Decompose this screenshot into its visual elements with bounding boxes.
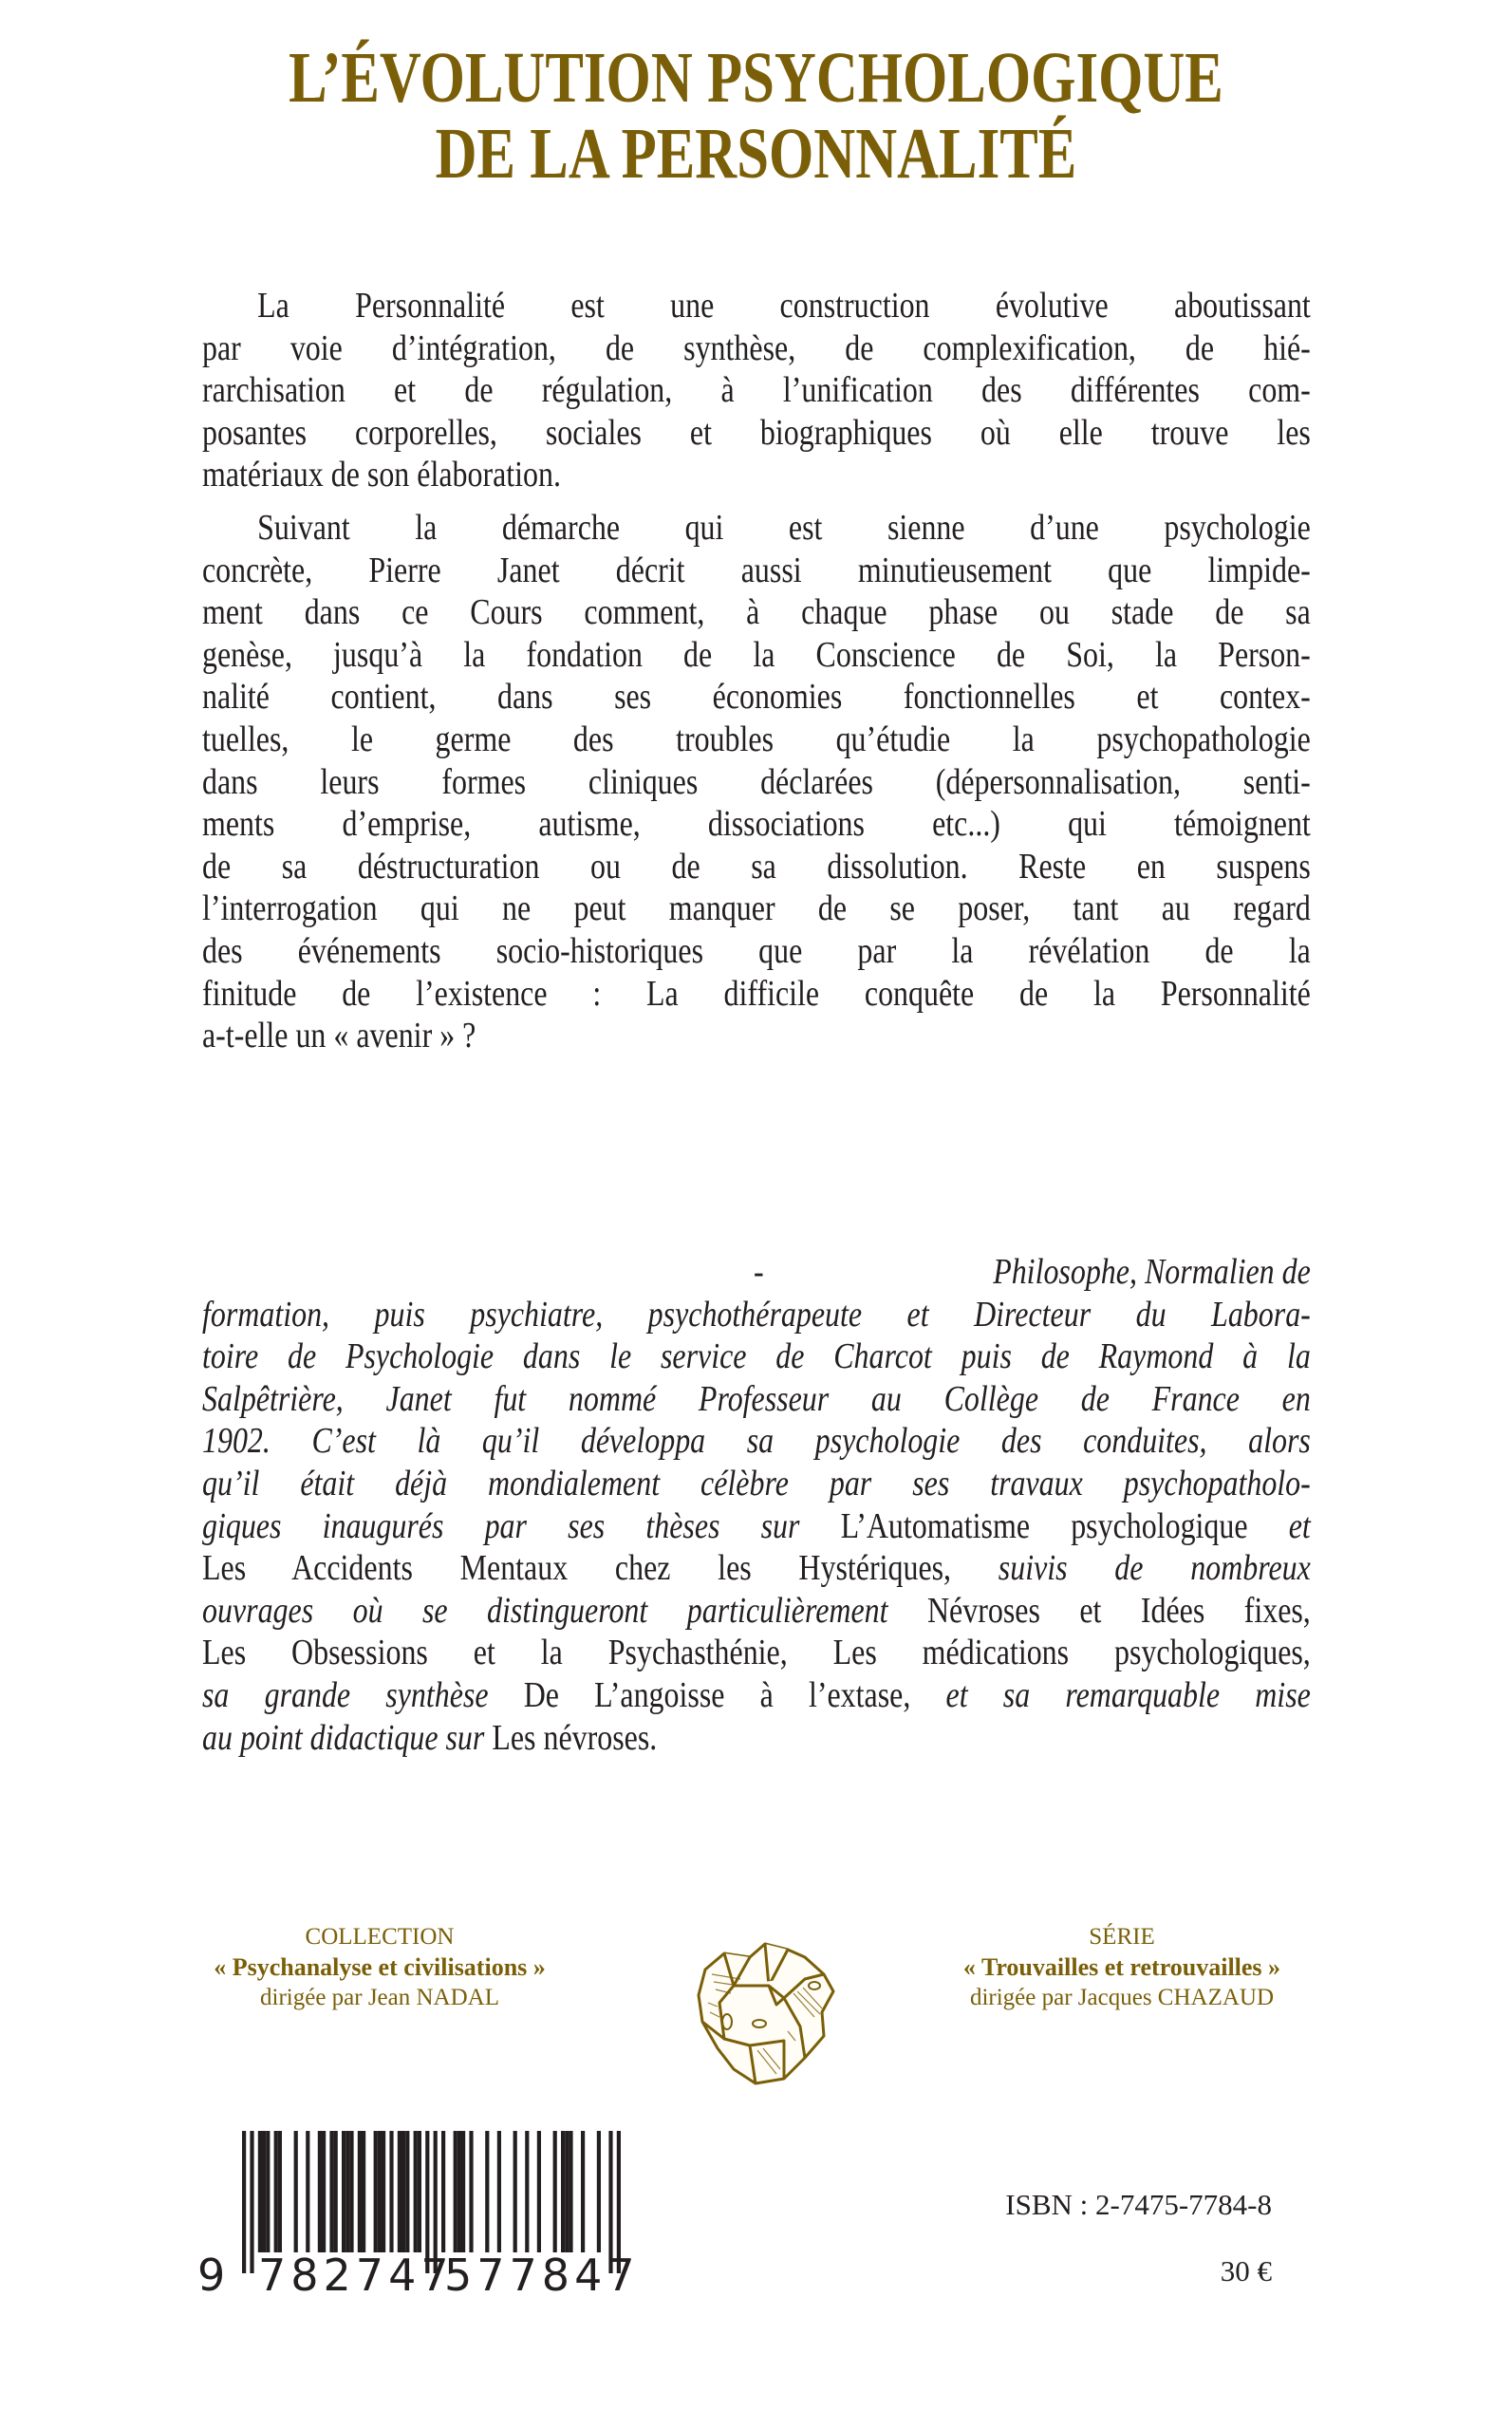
text-line: des événements socio-historiques que par la révélation de la bbox=[202, 930, 1311, 971]
svg-text:577847: 577847 bbox=[444, 2250, 640, 2301]
bio-line bbox=[202, 1590, 1311, 1633]
text-line: par voie d’intégration, de synthèse, de complexification, de hié- bbox=[202, 327, 1311, 368]
italic-text: Salpêtrière, Janet fut nommé Professeur au Collège de France en bbox=[202, 1378, 1311, 1419]
price: 30 € bbox=[1220, 2254, 1272, 2288]
serie-name: « Trouvailles et retrouvailles » bbox=[962, 1953, 1281, 1981]
text-line: dans leurs formes cliniques déclarées (dépersonnalisation, senti- bbox=[202, 761, 1311, 802]
bio-line bbox=[202, 1335, 1311, 1378]
collection-block bbox=[180, 1922, 579, 2013]
author-name-dash: - bbox=[754, 1252, 764, 1292]
summary-paragraph-2 bbox=[202, 507, 1311, 1057]
title-line-1: L’ÉVOLUTION PSYCHOLOGIQUE bbox=[289, 38, 1223, 118]
italic-text: qu’il était déjà mondialement célèbre par ses travaux psychopatholo- bbox=[202, 1463, 1311, 1503]
text-line: nalité contient, dans ses économies fonctionnelles et contex- bbox=[202, 677, 1311, 718]
text-line: de sa déstructuration ou de sa dissolution. Reste en suspens bbox=[202, 846, 1311, 887]
italic-text: giques inaugurés par ses thèses sur bbox=[202, 1505, 841, 1546]
publisher-logo-icon bbox=[681, 1927, 838, 2088]
bio-line bbox=[202, 1717, 1311, 1760]
svg-text:9: 9 bbox=[197, 2250, 231, 2301]
text-line: posantes corporelles, sociales et biographiques où elle trouve les bbox=[202, 412, 1311, 453]
bio-line bbox=[202, 1547, 1311, 1590]
serie-block bbox=[923, 1922, 1321, 2013]
ean-barcode bbox=[190, 2121, 645, 2302]
work-title: De L’angoisse à l’extase, bbox=[523, 1674, 946, 1715]
bio-line bbox=[202, 1632, 1311, 1674]
isbn: ISBN : 2-7475-7784-8 bbox=[1005, 2188, 1272, 2221]
serie-label: SÉRIE bbox=[1089, 1924, 1155, 1950]
text-line: genèse, jusqu’à la fondation de la Conscience de Soi, la Person- bbox=[202, 634, 1311, 675]
work-title: Névroses et Idées fixes, bbox=[926, 1590, 1311, 1631]
text-line: ment dans ce Cours comment, à chaque phase ou stade de sa bbox=[202, 592, 1311, 633]
collection-name: « Psychanalyse et civilisations » bbox=[214, 1953, 546, 1981]
collection-label: COLLECTION bbox=[305, 1924, 455, 1950]
italic-text: toire de Psychologie dans le service de Charcot puis de Raymond à la bbox=[202, 1336, 1311, 1377]
summary-paragraph-1 bbox=[202, 285, 1311, 496]
text-line: l’interrogation qui ne peut manquer de se poser, tant au regard bbox=[202, 888, 1311, 929]
italic-text: 1902. C’est là qu’il développa sa psychologie des conduites, alors bbox=[202, 1421, 1311, 1462]
work-title: Les Obsessions et la Psychasthénie, Les médications psychologiques, bbox=[202, 1633, 1311, 1673]
work-title: Les Accidents Mentaux chez les Hystériques, bbox=[202, 1548, 999, 1589]
italic-text: et sa remarquable mise bbox=[945, 1674, 1311, 1715]
text-line: a-t-elle un « avenir » ? bbox=[202, 1016, 476, 1056]
serie-director: dirigée par Jacques CHAZAUD bbox=[969, 1985, 1275, 2010]
bio-line bbox=[202, 1674, 1311, 1717]
book-title bbox=[151, 40, 1360, 192]
bio-line bbox=[202, 1294, 1311, 1336]
bio-line bbox=[202, 1505, 1311, 1548]
bio-line bbox=[202, 1378, 1311, 1421]
text-line: finitude de l’existence : La difficile conquête de la Personnalité bbox=[202, 973, 1311, 1014]
text-line: La Personnalité est une construction évolutive aboutissant bbox=[257, 286, 1311, 326]
text-line: rarchisation et de régulation, à l’unification des différentes com- bbox=[202, 370, 1311, 411]
text-line: tuelles, le germe des troubles qu’étudie la psychopathologie bbox=[202, 719, 1311, 759]
italic-text: ouvrages où se distingueront particulièrement bbox=[202, 1590, 927, 1631]
text-line: Suivant la démarche qui est sienne d’une psychologie bbox=[257, 508, 1311, 548]
work-title: Les névroses. bbox=[492, 1717, 658, 1758]
text-line: matériaux de son élaboration. bbox=[202, 455, 562, 495]
work-title: L’Automatisme psychologique bbox=[840, 1505, 1289, 1546]
text-line: ments d’emprise, autisme, dissociations etc...) qui témoignent bbox=[202, 804, 1311, 845]
italic-text: au point didactique sur bbox=[202, 1717, 493, 1758]
italic-text: sa grande synthèse bbox=[202, 1674, 524, 1715]
italic-text: suivis de nombreux bbox=[998, 1548, 1311, 1589]
author-bio bbox=[202, 1251, 1311, 1759]
italic-text: et bbox=[1288, 1505, 1311, 1546]
italic-text: Philosophe, Normalien de bbox=[993, 1252, 1311, 1292]
svg-text:782747: 782747 bbox=[258, 2250, 454, 2301]
italic-text: formation, puis psychiatre, psychothérapeute et Directeur du Labora- bbox=[202, 1294, 1311, 1335]
bio-line bbox=[202, 1463, 1311, 1505]
text-line: concrète, Pierre Janet décrit aussi minutieusement que limpide- bbox=[202, 550, 1311, 590]
bio-line bbox=[202, 1251, 1311, 1294]
collection-director: dirigée par Jean NADAL bbox=[260, 1985, 499, 2010]
bio-line bbox=[202, 1420, 1311, 1463]
title-line-2: DE LA PERSONNALITÉ bbox=[435, 114, 1077, 194]
